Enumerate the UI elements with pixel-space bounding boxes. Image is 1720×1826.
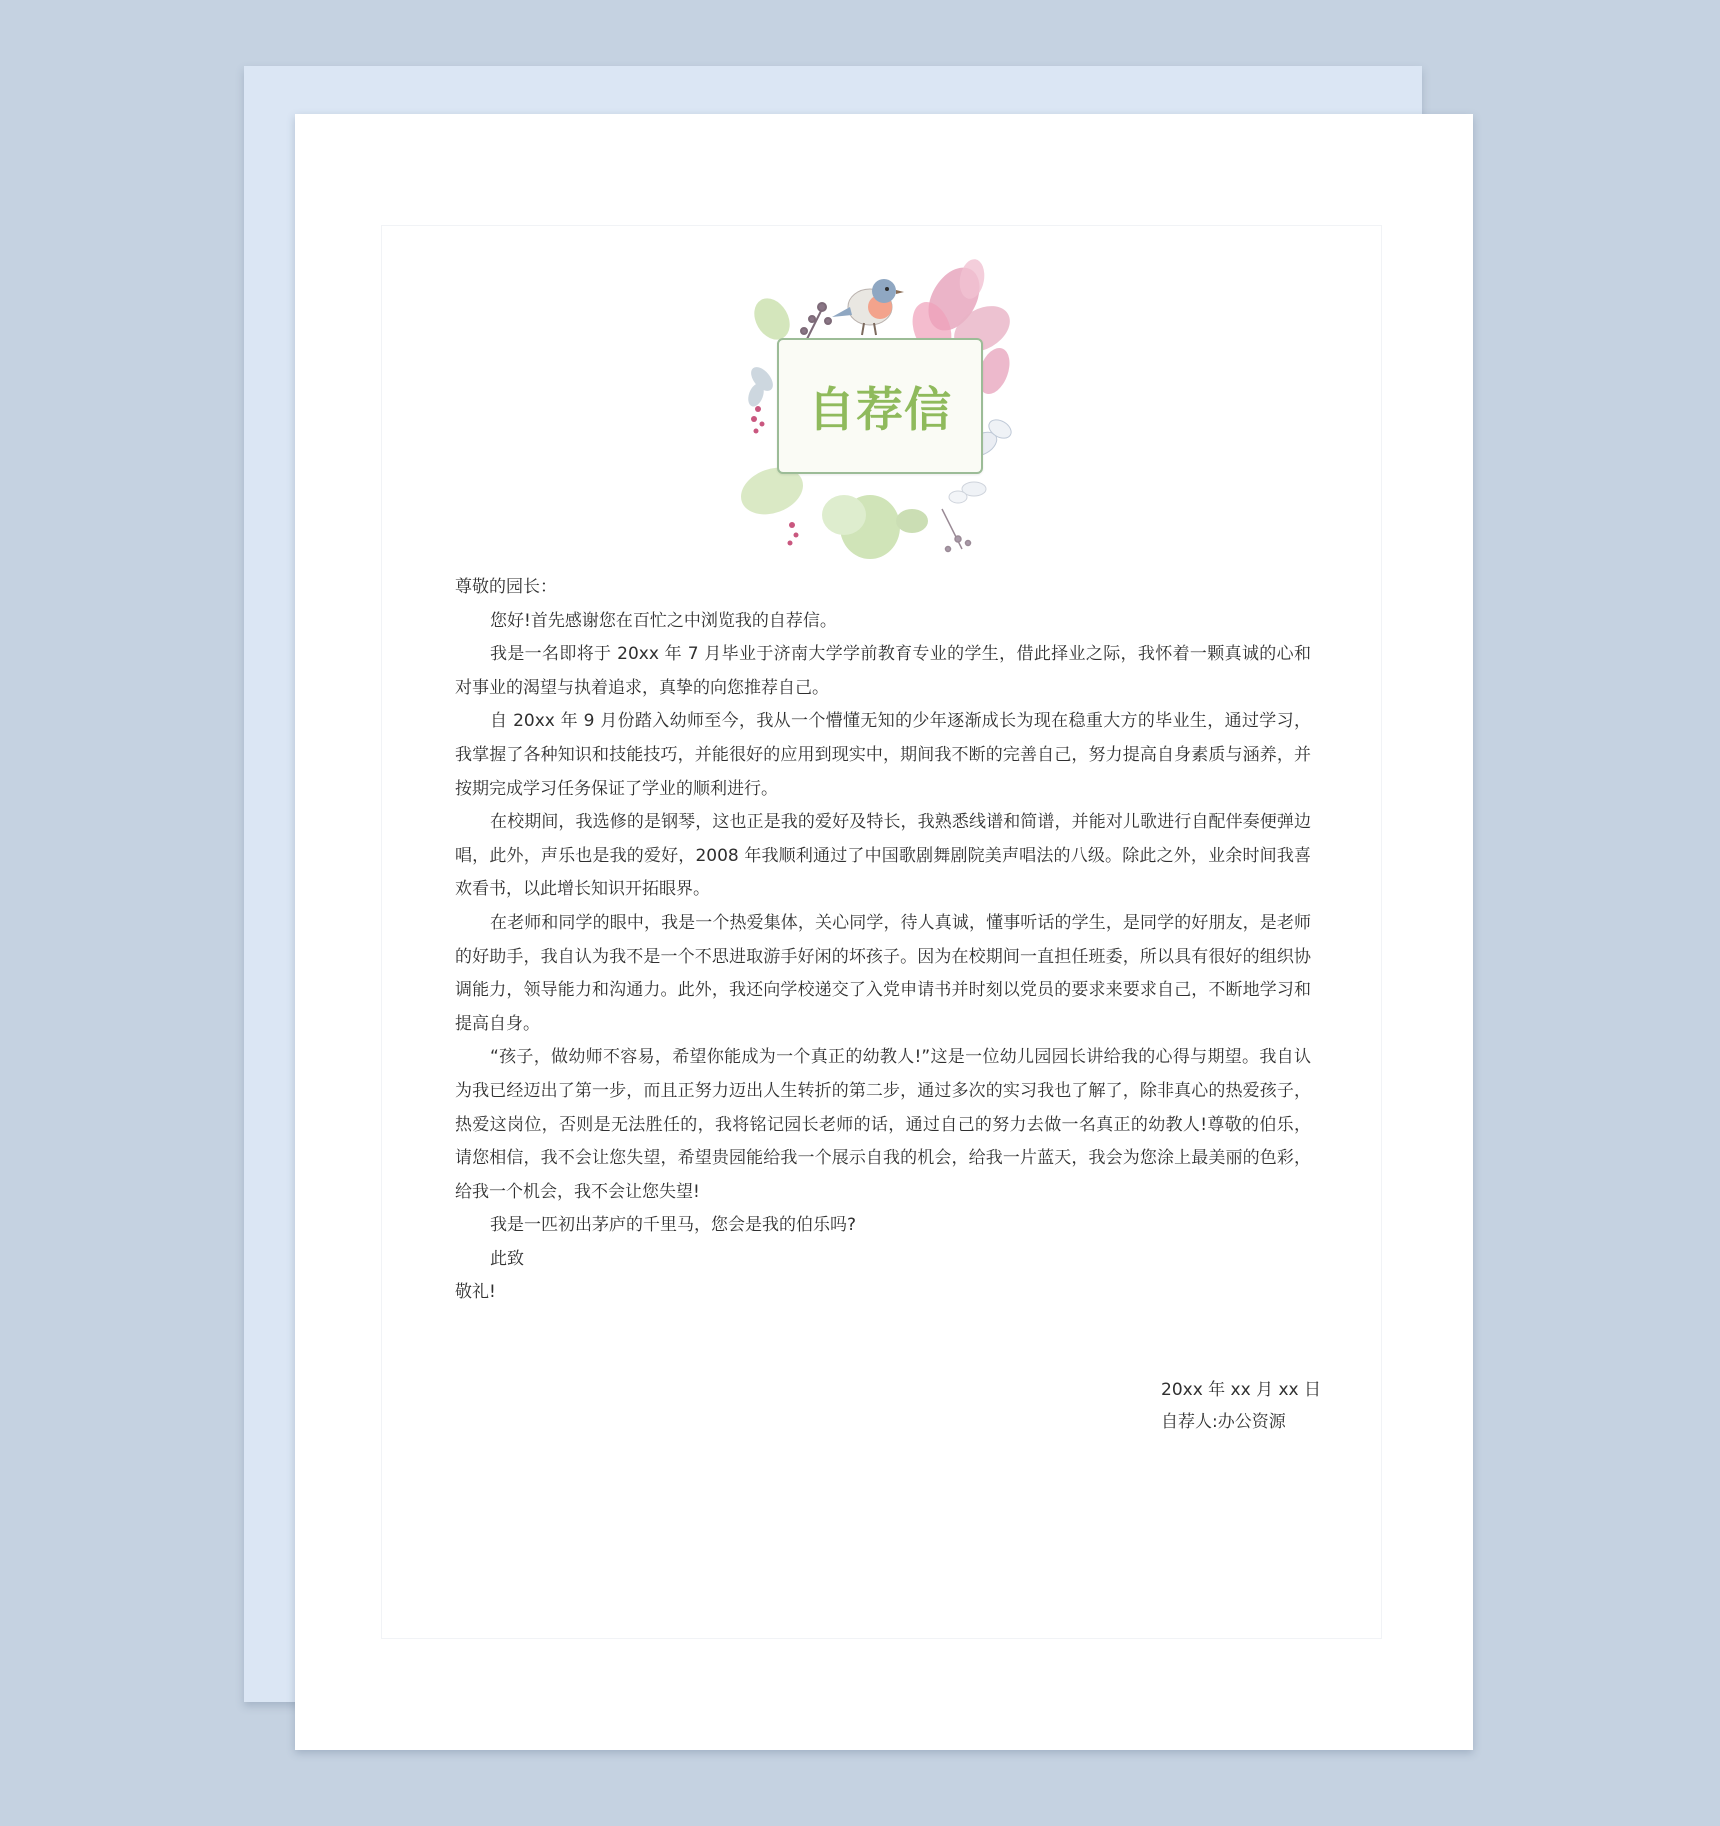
closing-line: 此致 bbox=[490, 1248, 524, 1269]
paragraph: 我是一匹初出茅庐的千里马，您会是我的伯乐吗? bbox=[490, 1215, 857, 1236]
grey-leaves-decoration bbox=[745, 363, 777, 409]
paragraph: 我是一名即将于 20xx 年 7 月毕业于济南大学学前教育专业的学生，借此择业之际，我怀着一颗真诚的心和对事业的渴望与执着追求，真挚的向您推荐自己。 bbox=[455, 644, 1311, 698]
paragraph: “孩子，做幼师不容易，希望你能成为一个真正的幼教人!”这是一位幼儿园园长讲给我的心得与期望。我自认为我已经迈出了第一步，而且正努力迈出人生转折的第二步，通过多次的实习我也了解了，除非真心的热爱孩子，热爱这岗位，否则是无法胜任的，我将铭记园长老师的话，通过自己的努力去做一名真正的幼教人!尊敬的伯乐，请您相信，我不会让您失望，希望贵园能给我一个展示自我的机会，给我一片蓝天，我会为您涂上最美丽的色彩，给我一个机会，我不会让您失望! bbox=[455, 1047, 1311, 1202]
document-page bbox=[295, 114, 1473, 1750]
letter-date: 20xx 年 xx 月 xx 日 bbox=[1161, 1380, 1322, 1400]
paragraph: 自 20xx 年 9 月份踏入幼师至今，我从一个懵懂无知的少年逐渐成长为现在稳重大方的毕业生，通过学习，我掌握了各种知识和技能技巧，并能很好的应用到现实中，期间我不断的完善自己，努力提高自身素质与涵养，并按期完成学习任务保证了学业的顺利进行。 bbox=[455, 711, 1311, 799]
title-card bbox=[777, 338, 983, 474]
page-title: 自荐信 bbox=[808, 382, 952, 438]
signer-name: 自荐人:办公资源 bbox=[1161, 1412, 1286, 1432]
paragraph: 您好!首先感谢您在百忙之中浏览我的自荐信。 bbox=[490, 610, 837, 631]
twig-bottom-decoration bbox=[942, 509, 971, 552]
closing-line: 敬礼! bbox=[455, 1282, 496, 1303]
salutation: 尊敬的园长： bbox=[455, 577, 557, 597]
green-leaves-bottom-decoration bbox=[734, 459, 928, 559]
paragraph: 在老师和同学的眼中，我是一个热爱集体，关心同学，待人真诚，懂事听话的学生，是同学的好朋友，是老师的好助手，我自认为我不是一个不思进取游手好闲的坏孩子。因为在校期间一直担任班委，所以具有很好的组织协调能力，领导能力和沟通力。此外，我还向学校递交了入党申请书并时刻以党员的要求来要求自己，不断地学习和提高自身。 bbox=[455, 912, 1311, 1034]
paragraph: 在校期间，我选修的是钢琴，这也正是我的爱好及特长，我熟悉线谱和简谱，并能对儿歌进行自配伴奏便弹边唱，此外，声乐也是我的爱好，2008 年我顺利通过了中国歌剧舞剧院美声唱法的八级。除此之外，业余时间我喜欢看书，以此增长知识开拓眼界。 bbox=[455, 812, 1311, 900]
signature-block bbox=[1161, 1374, 1321, 1438]
letter-body bbox=[455, 571, 1311, 1310]
bird-icon bbox=[832, 279, 904, 335]
